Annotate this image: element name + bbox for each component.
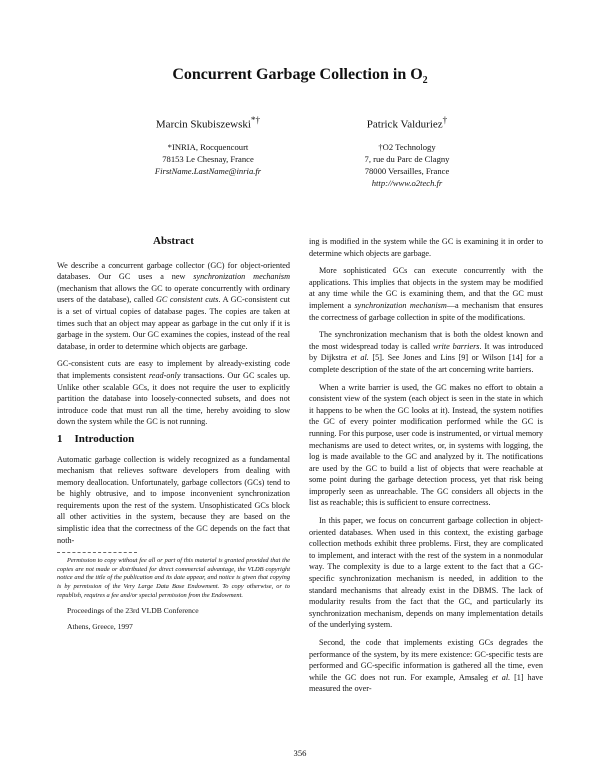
emphasized-term: synchronization mechanism — [193, 272, 290, 282]
abstract-paragraph: GC-consistent cuts are easy to implement by already-existing code that implements consistent read-only transactions. Our GC scales up. Unlike other scalable GCs, it does not require the user to explicitly partition the database into loosely-connected subsets, and does not introduce code that must run all the time, hereby avoiding to slow down the system while the GC is not running. — [57, 359, 290, 427]
left-column — [57, 236, 290, 638]
proceedings-place: Athens, Greece, 1997 — [67, 622, 133, 632]
author-email: FirstName.LastName@inria.fr — [154, 165, 262, 176]
paper-title: Concurrent Garbage Collection in $O_2$ — [172, 66, 428, 87]
emphasized-term: synchronization mechanism — [354, 300, 447, 310]
body-paragraph: The synchronization mechanism that is both the oldest known and the most widespread today is called write barriers. It was introduced by Dijkstra et al. [5]. See Jones and Lins [9] or Wilson [14] for a complete description of the state of the art concerning write barriers. — [309, 330, 543, 374]
body-paragraph: When a write barrier is used, the GC makes no effort to obtain a consistent view of the system (each object is seen in the state in which it happens to be when the GC looks at it). Instead, the system notifies the GC of every pointer modification performed while the GC is running. For this purpose, user code is instrumented, or virtual memory mechanisms are used to detect writes, or, in systems with logging, the log is made available to the GC and analyzed by it. The notifications are used by the GC to build a list of objects that were reachable at some point during the garbage detection process, yet that risk being improperly seen as unreachable. The GC considers all objects in the list as reachable; this is sufficient to ensure correctness. — [309, 382, 543, 508]
emphasized-term: read-only — [148, 370, 181, 380]
author-block-skubiszewski — [128, 114, 288, 177]
emphasized-term: et al. — [350, 353, 369, 363]
author-affiliation: *INRIA, Rocquencourt 78153 Le Chesnay, France FirstName.LastName@inria.fr — [128, 141, 288, 177]
footnote-rule — [57, 552, 137, 553]
abstract-heading: Abstract — [153, 235, 194, 247]
author-name: Marcin Skubiszewski*† — [155, 115, 261, 131]
body-paragraph: In this paper, we focus on concurrent garbage collection in object-oriented databases. When used in this context, the existing garbage collection methods exhibit three problems. First, they are complicated to implement, and interact with the rest of the system in a nonmodular way. The complexity is due to a large extent to the fact that a GC-specific synchronization mechanism is needed, in addition to the standard mechanisms that already exist in the DBMS. The lack of modularity results from the fact that the GC, and particularly its synchronization mechanism, depends on many implementation details of the underlying system. — [309, 516, 543, 630]
intro-paragraph: Automatic garbage collection is widely recognized as a fundamental mechanism that relieves software developers from dealing with memory deallocation. Unfortunately, garbage collectors (GCs) tend to be highly obtrusive, and to impose inconvenient synchronization requirements upon the rest of the system. Unsophisticated GCs block all other activities in the system, because they are based on the simplistic idea that the correctness of the GC depends on the fact that noth- — [57, 454, 290, 545]
emphasized-term: GC consistent cuts — [155, 295, 219, 305]
emphasized-term: write barriers — [432, 341, 480, 351]
author-affiliation: †O2 Technology 7, rue du Parc de Clagny 78000 Versailles, France http://www.o2tech.fr — [322, 141, 492, 189]
page-number: 356 — [293, 748, 307, 758]
proceedings-title: Proceedings of the 23rd VLDB Conference — [67, 606, 199, 616]
abstract-paragraph: We describe a concurrent garbage collector (GC) for object-oriented databases. Our GC uses a new synchronization mechanism (mechanism that allows the GC to operate concurrently with ordinary users of the database), called GC consistent cuts. A GC-consistent cut is a set of virtual copies of database pages. The copies are taken at times such that an object may appear as garbage in the cut only if it is garbage in the system. Our GC examines the copies, instead of the real database, in order to determine which objects are garbage. — [57, 260, 290, 351]
body-paragraph: ing is modified in the system while the GC is examining it in order to determine which objects are garbage. — [309, 237, 543, 258]
copyright-notice: Permission to copy without fee all or part of this material is granted provided that the copies are not made or distributed for direct commercial advantage, the VLDB copyright notice and the title of the publication and its date appear, and notice is given that copying is by permission of the Very Large Data Base Endowment. To copy otherwise, or to republish, requires a fee and/or special permission from the Endowment. — [57, 557, 290, 599]
author-name: Patrick Valduriez† — [366, 115, 448, 131]
body-paragraph: Second, the code that implements existing GCs degrades the performance of the system, by its mere existence: GC-specific tests are performed and GC-specific information is gathered all the time, even while the GC does not run. For example, Amsaleg et al. [1] have measured the over- — [309, 638, 543, 694]
right-column — [309, 236, 543, 701]
author-block-valduriez — [322, 114, 492, 189]
section-heading-introduction: 1 Introduction — [57, 432, 135, 445]
body-paragraph: More sophisticated GCs can execute concurrently with the applications. This implies that objects in the system may be modified at any time while the GC is examining them, and that the GC must implement a synchronization mechanism—a mechanism that ensures the correctness of garbage collection in spite of the modifications. — [309, 266, 543, 322]
author-website: http://www.o2tech.fr — [371, 177, 443, 188]
emphasized-term: et al. — [491, 672, 511, 682]
